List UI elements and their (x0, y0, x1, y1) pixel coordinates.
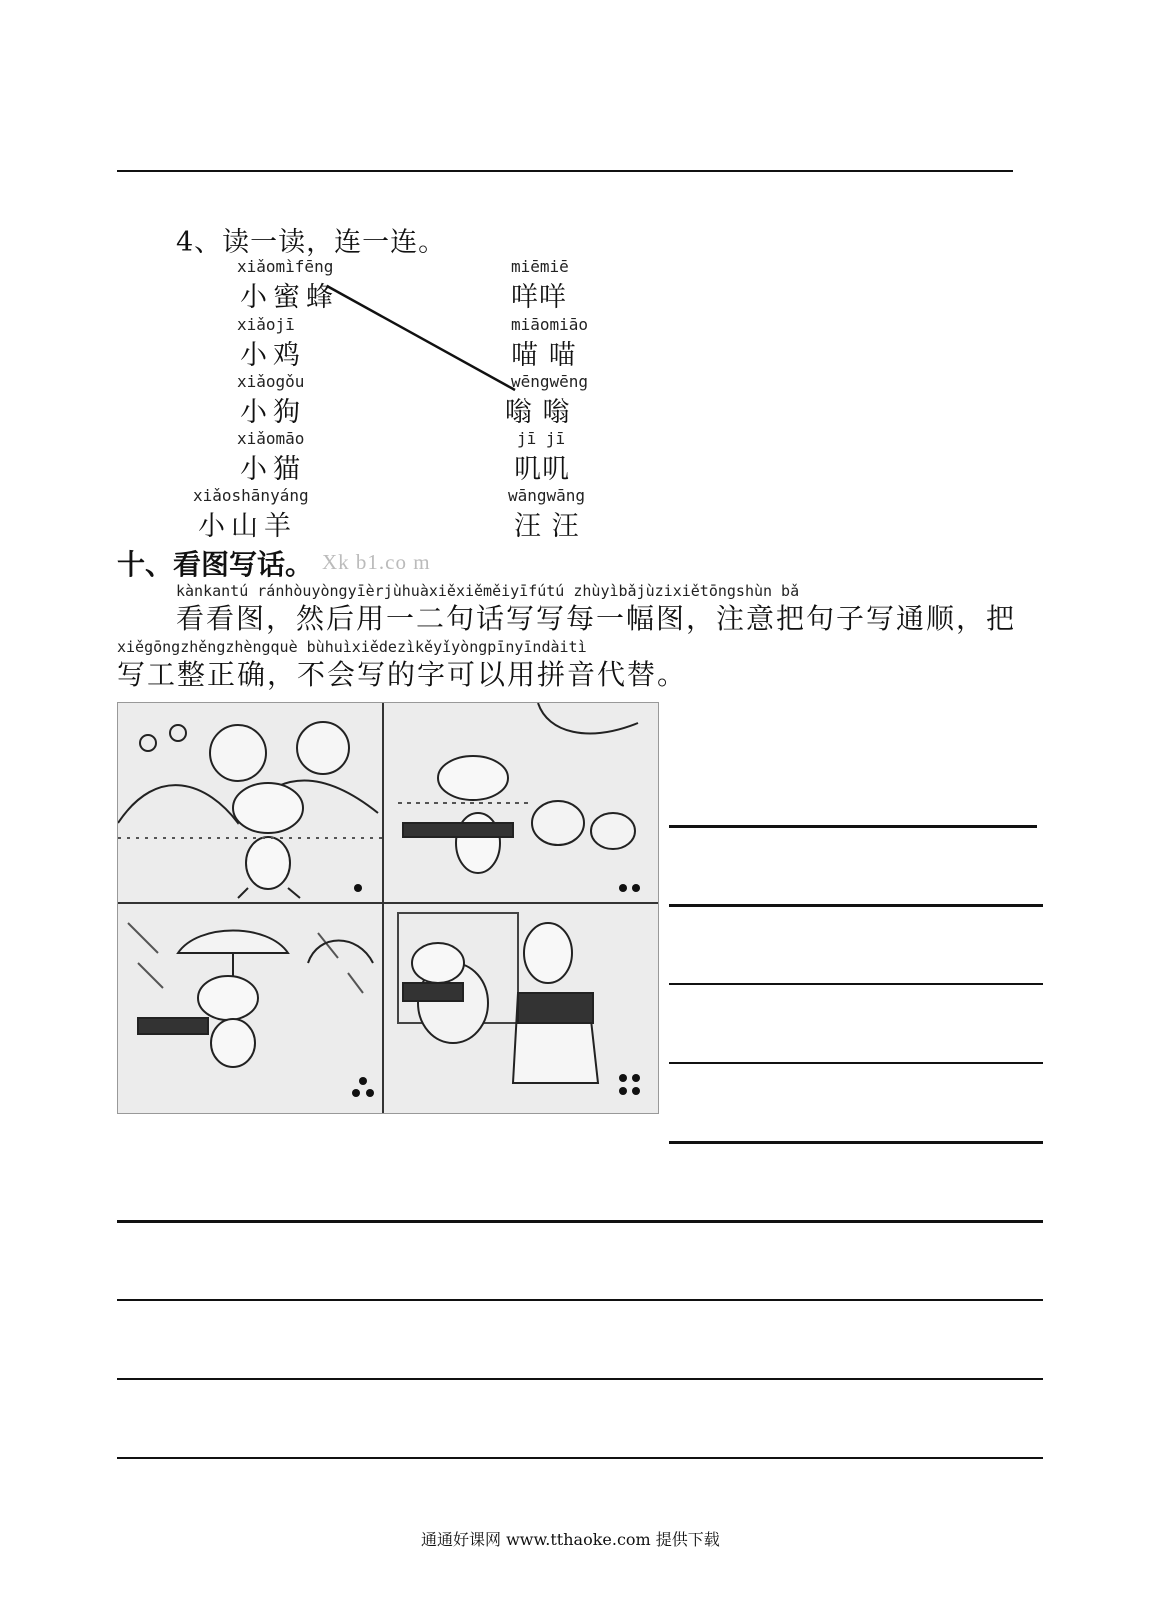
watermark: Xk b1.co m (322, 550, 431, 574)
writing-line-7[interactable] (117, 1299, 1043, 1301)
right-hanzi-4: 叽叽 (514, 454, 570, 485)
writing-line-1[interactable] (669, 825, 1037, 828)
match-line (0, 0, 1163, 600)
left-hanzi-4: 小猫 (240, 454, 306, 485)
question-4-title: 4、读一读，连一连。 (176, 227, 447, 258)
panel-1-marker (354, 884, 362, 892)
writing-line-5[interactable] (669, 1141, 1043, 1144)
right-hanzi-1: 咩咩 (511, 282, 567, 313)
panel-2-marker (619, 884, 640, 892)
right-hanzi-2: 喵 喵 (511, 340, 577, 371)
left-pinyin-2: xiǎojī (237, 315, 295, 334)
left-pinyin-4: xiǎomāo (237, 429, 305, 448)
left-hanzi-3: 小狗 (240, 397, 306, 428)
panel-4 (398, 913, 598, 1083)
right-pinyin-1: miēmiē (511, 257, 569, 276)
instruction-text-1: 看看图，然后用一二句话写写每一幅图，注意把句子写通顺，把 (176, 602, 1017, 635)
right-hanzi-5: 汪 汪 (514, 511, 580, 542)
right-pinyin-3: wēngwēng (511, 372, 589, 391)
instruction-pinyin-2: xiěgōngzhěngzhèngquè bùhuìxiědezìkěyǐyòngpīnyīndàitì (117, 638, 587, 656)
left-hanzi-2: 小鸡 (240, 340, 306, 371)
section-10-title: 十、看图写话。 (117, 548, 314, 581)
comic-panels (118, 703, 658, 1113)
right-pinyin-4: jī jī (517, 429, 566, 448)
left-pinyin-5: xiǎoshānyáng (193, 486, 309, 505)
instruction-text-2: 写工整正确，不会写的字可以用拼音代替。 (117, 658, 688, 691)
panel-2 (398, 703, 638, 873)
right-pinyin-2: miāomiāo (511, 315, 589, 334)
panel-1 (118, 722, 383, 898)
left-pinyin-3: xiǎogǒu (237, 372, 305, 391)
footer-text: 通通好课网 www.tthaoke.com 提供下载 (421, 1530, 720, 1549)
panel-3 (128, 923, 373, 1067)
instruction-pinyin-1: kànkantú ránhòuyòngyīèrjùhuàxiěxiěměiyīfútú zhùyìbǎjùzixiětōngshùn bǎ (176, 582, 800, 600)
right-hanzi-3: 嗡 嗡 (505, 397, 571, 428)
writing-line-6[interactable] (117, 1220, 1043, 1223)
panel-3-marker (352, 1077, 374, 1097)
writing-line-9[interactable] (117, 1457, 1043, 1459)
panel-4-marker (619, 1074, 640, 1095)
right-pinyin-5: wāngwāng (508, 486, 586, 505)
writing-line-3[interactable] (669, 983, 1043, 985)
left-hanzi-1: 小蜜蜂 (240, 282, 339, 313)
left-pinyin-1: xiǎomìfēng (237, 257, 334, 276)
comic-illustration (117, 702, 659, 1114)
writing-line-4[interactable] (669, 1062, 1043, 1064)
writing-line-2[interactable] (669, 904, 1043, 907)
left-hanzi-5: 小山羊 (198, 511, 297, 542)
writing-line-8[interactable] (117, 1378, 1043, 1380)
